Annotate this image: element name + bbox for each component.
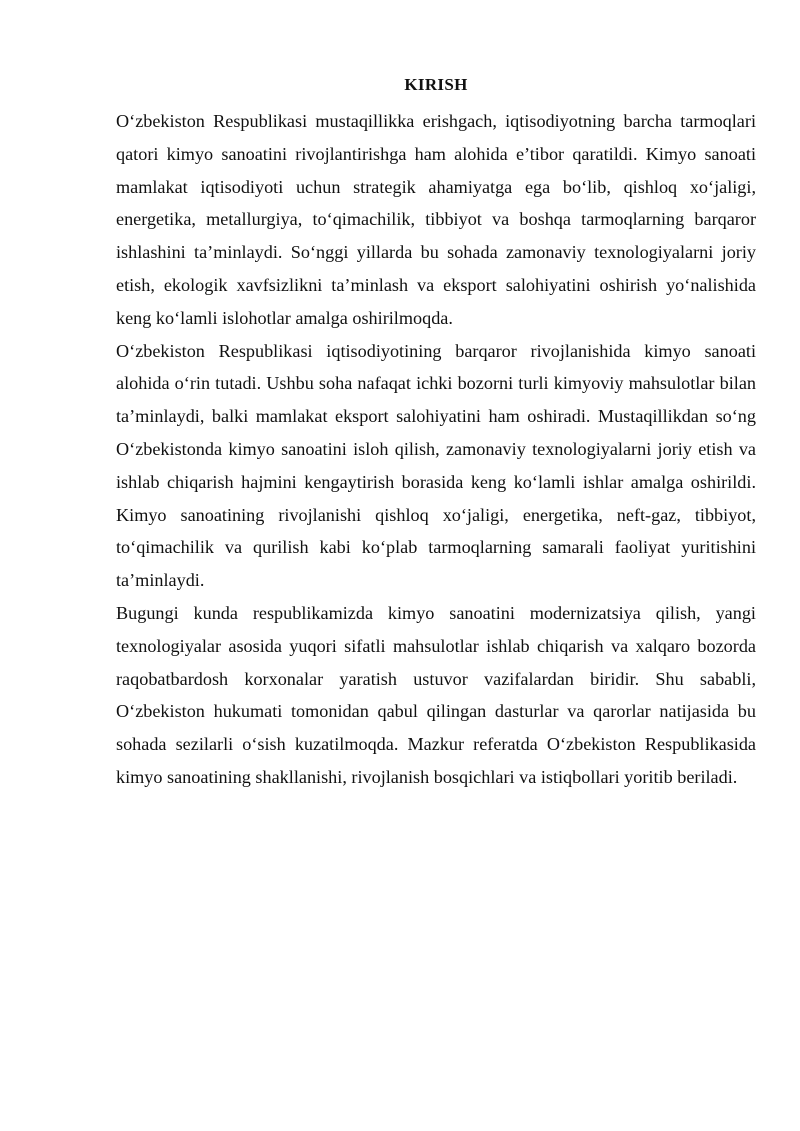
paragraph-3: Bugungi kunda respublikamizda kimyo sanoatini modernizatsiya qilish, yangi texnologiyalar asosida yuqori sifatli mahsulotlar ishlab chiqarish va xalqaro bozorda raqobatbardosh korxonalar yaratish ustuvor vazifalardan biridir. Shu sababli, O‘zbekiston hukumati tomonidan qabul qilingan dasturlar va qarorlar natijasida bu sohada sezilarli o‘sish kuzatilmoqda. Mazkur referatda O‘zbekiston Respublikasida kimyo sanoatining shakllanishi, rivojlanish bosqichlari va istiqbollari yoritib beriladi. xyxy=(116,602,756,787)
paragraph-1: O‘zbekiston Respublikasi mustaqillikka erishgach, iqtisodiyotning barcha tarmoqlari qatori kimyo sanoatini rivojlantirishga ham alohida e’tibor qaratildi. Kimyo sanoati mamlakat iqtisodiyoti uchun strategik ahamiyatga ega bo‘lib, qishloq xo‘jaligi, energetika, metallurgiya, to‘qimachilik, tibbiyot va boshqa tarmoqlarning barqaror ishlashini ta’minlaydi. So‘nggi yillarda bu sohada zamonaviy texnologiyalarni joriy etish, ekologik xavfsizlikni ta’minlash va eksport salohiyatini oshirish yo‘nalishida keng ko‘lamli islohotlar amalga oshirilmoqda. xyxy=(116,111,756,328)
document-body xyxy=(116,72,756,794)
paragraph-2: O‘zbekiston Respublikasi iqtisodiyotining barqaror rivojlanishida kimyo sanoati alohida o‘rin tutadi. Ushbu soha nafaqat ichki bozorni turli kimyoviy mahsulotlar bilan ta’minlaydi, balki mamlakat eksport salohiyatini ham oshiradi. Mustaqillikdan so‘ng O‘zbekistonda kimyo sanoatini isloh qilish, zamonaviy texnologiyalarni joriy etish va ishlab chiqarish hajmini kengaytirish borasida keng ko‘lamli ishlar amalga oshirildi. Kimyo sanoatining rivojlanishi qishloq xo‘jaligi, energetika, neft-gaz, tibbiyot, to‘qimachilik va qurilish kabi ko‘plab tarmoqlarning samarali faoliyat yuritishini ta’minlaydi. xyxy=(116,340,756,591)
section-heading: KIRISH xyxy=(404,75,468,94)
